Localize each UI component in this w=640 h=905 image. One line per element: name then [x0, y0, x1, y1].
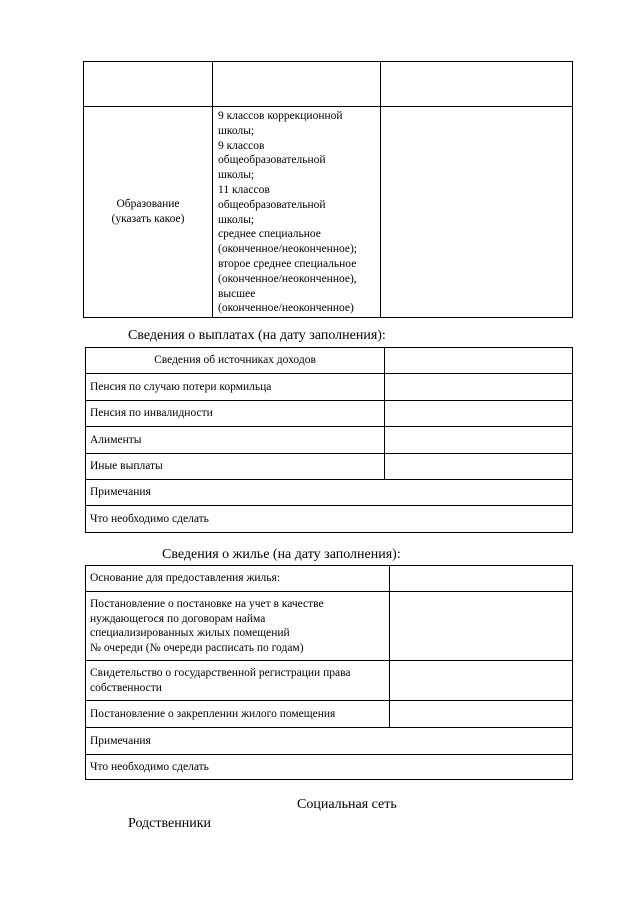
value-cell[interactable]	[385, 348, 573, 374]
table-row	[86, 453, 573, 479]
housing-notes[interactable]: Примечания	[86, 728, 573, 755]
table-row	[86, 755, 573, 780]
education-label-line: (указать какое)	[111, 213, 185, 226]
housing-assignment-label: Постановление о закреплении жилого помещения	[86, 701, 390, 728]
education-value-cell[interactable]	[381, 107, 573, 318]
payment-row-label: Пенсия по инвалидности	[86, 400, 385, 426]
table-row	[86, 728, 573, 755]
education-option-line: второе среднее специальное	[218, 257, 357, 270]
table-row	[86, 506, 573, 532]
payments-heading: Сведения о выплатах (на дату заполнения):	[128, 328, 386, 343]
text-line: собственности	[90, 681, 162, 694]
housing-todo[interactable]: Что необходимо сделать	[86, 755, 573, 780]
education-label-line: Образование	[116, 198, 180, 211]
education-option-line: (оконченное/неоконченное);	[218, 243, 358, 256]
education-option-line: (оконченное/неоконченное),	[218, 272, 357, 285]
value-cell[interactable]	[390, 661, 573, 701]
table-row	[86, 701, 573, 728]
value-cell[interactable]	[390, 701, 573, 728]
table-row	[86, 566, 573, 592]
housing-registration-label	[86, 592, 390, 661]
empty-cell[interactable]	[84, 62, 213, 107]
table-row	[86, 661, 573, 701]
education-option-line: школы;	[218, 124, 255, 137]
education-option-line: 9 классов	[218, 139, 265, 152]
table-row	[86, 348, 573, 374]
education-option-line: общеобразовательной	[218, 198, 326, 211]
empty-cell[interactable]	[381, 62, 573, 107]
value-cell[interactable]	[390, 566, 573, 592]
education-label	[84, 107, 213, 318]
text-line: № очереди (№ очереди расписать по годам)	[90, 641, 304, 654]
housing-basis-label: Основание для предоставления жилья:	[86, 566, 390, 592]
text-line: нуждающегося по договорам найма	[90, 612, 266, 625]
empty-cell[interactable]	[213, 62, 381, 107]
text-line: Постановление о постановке на учет в качестве	[90, 598, 324, 610]
payments-notes[interactable]: Примечания	[86, 479, 573, 505]
table-row	[86, 592, 573, 661]
value-cell[interactable]	[385, 374, 573, 400]
education-option-line: школы;	[218, 169, 255, 182]
education-option-line: школы;	[218, 213, 255, 226]
education-table	[83, 61, 573, 318]
social-network-title: Социальная сеть	[297, 797, 397, 812]
education-option-line: высшее	[218, 287, 256, 300]
education-option-line: общеобразовательной	[218, 154, 326, 167]
education-option-line: (оконченное/неоконченное)	[218, 302, 354, 315]
table-row	[84, 62, 573, 107]
table-row	[86, 427, 573, 453]
housing-certificate-label	[86, 661, 390, 701]
text-line: специализированных жилых помещений	[90, 627, 290, 639]
payments-header: Сведения об источниках доходов	[86, 348, 385, 374]
value-cell[interactable]	[390, 592, 573, 661]
housing-table	[85, 565, 573, 780]
payment-row-label: Иные выплаты	[86, 453, 385, 479]
payments-todo[interactable]: Что необходимо сделать	[86, 506, 573, 532]
payment-row-label: Пенсия по случаю потери кормильца	[86, 374, 385, 400]
education-option-line: 11 классов	[218, 183, 270, 196]
table-row	[84, 107, 573, 318]
value-cell[interactable]	[385, 427, 573, 453]
payment-row-label: Алименты	[86, 427, 385, 453]
education-option-line: 9 классов коррекционной	[218, 110, 343, 122]
value-cell[interactable]	[385, 453, 573, 479]
text-line: Свидетельство о государственной регистрации права	[90, 667, 351, 679]
table-row	[86, 479, 573, 505]
relatives-subtitle: Родственники	[128, 816, 212, 831]
value-cell[interactable]	[385, 400, 573, 426]
education-option-line: среднее специальное	[218, 228, 321, 241]
table-row	[86, 400, 573, 426]
education-options	[213, 107, 381, 318]
housing-heading: Сведения о жилье (на дату заполнения):	[162, 547, 401, 562]
payments-table	[85, 347, 573, 533]
table-row	[86, 374, 573, 400]
